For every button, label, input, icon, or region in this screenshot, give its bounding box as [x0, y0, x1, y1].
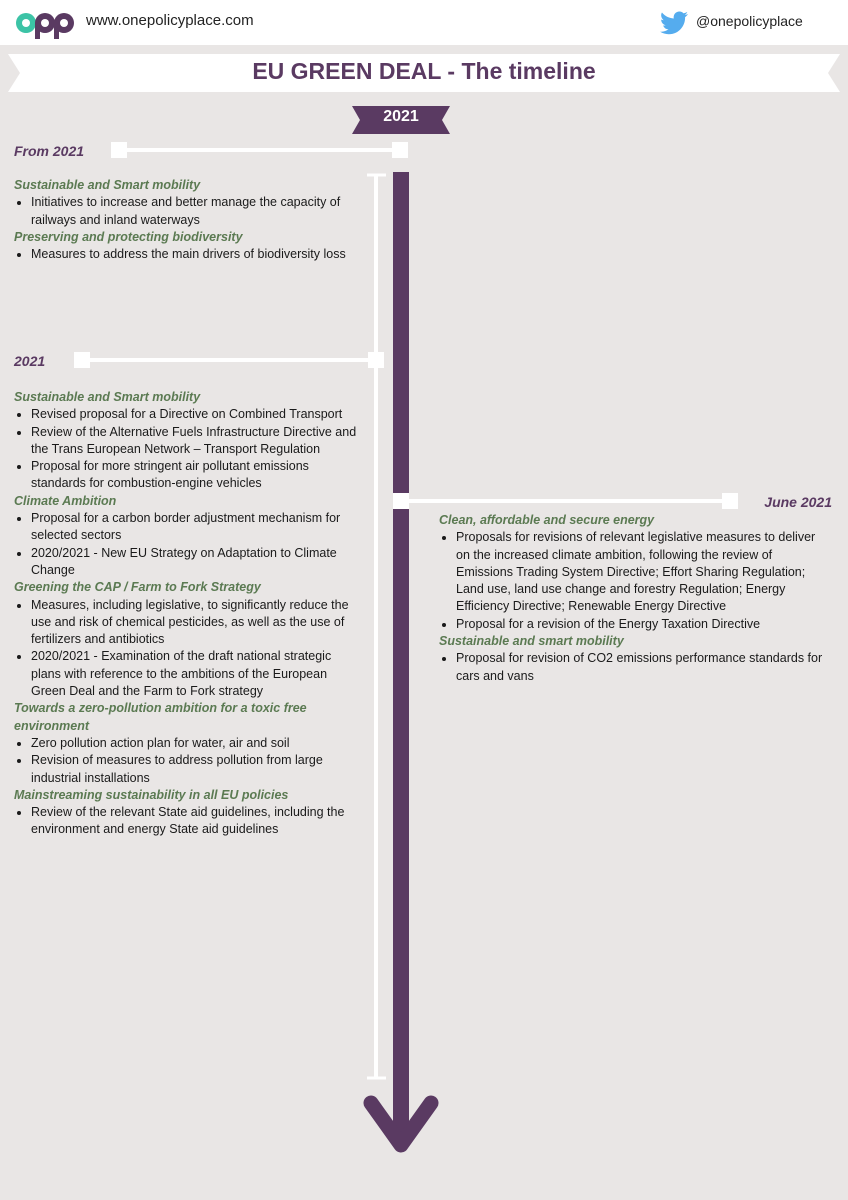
year-tag-label: 2021	[383, 108, 419, 125]
entry-label-from-2021: From 2021	[14, 143, 85, 159]
timeline-arrowhead	[371, 1103, 431, 1145]
page-title: EU GREEN DEAL - The timeline	[252, 58, 596, 84]
list-item: • Proposal for more stringent air pollutant emissions standards for combustion-engine vehicles	[31, 458, 364, 493]
list-item: • Review of the Alternative Fuels Infrastructure Directive and the Trans European Network – Transport Regulation	[31, 424, 364, 459]
category-title: Greening the CAP / Farm to Fork Strategy	[14, 580, 261, 595]
category-title: Sustainable and Smart mobility	[14, 178, 201, 192]
list-item: • Proposal for a revision of the Energy Taxation Directive	[456, 616, 824, 633]
opp-logo	[14, 7, 76, 41]
site-url-link[interactable]: www.onepolicyplace.com	[86, 12, 254, 29]
category-title: Preserving and protecting biodiversity	[14, 229, 243, 244]
list-item: • Proposals for revisions of relevant legislative measures to deliver on the increased climate ambition, following the review of Emissions Trading System Directive; Effort Sharing Regulation; Land use, land use change and forestry Regulation; Energy Efficiency Directive; Renewable Energy Directive	[456, 529, 824, 615]
entry-june-2021	[439, 512, 824, 685]
entry-from-2021	[14, 177, 364, 263]
list-item: • Revised proposal for a Directive on Combined Transport	[31, 406, 364, 423]
list-item: • Measures, including legislative, to significantly reduce the use and risk of chemical pesticides, as well as the use of fertilizers and antibiotics	[31, 597, 364, 649]
category-title: Sustainable and Smart mobility	[14, 390, 201, 404]
twitter-icon[interactable]	[660, 11, 688, 35]
entry-label-june-2021: June 2021	[764, 494, 832, 510]
list-item: • Zero pollution action plan for water, air and soil	[31, 735, 364, 752]
timeline-main-line	[393, 172, 409, 1140]
category-title: Sustainable and smart mobility	[439, 634, 624, 649]
category-title: Mainstreaming sustainability in all EU policies	[14, 787, 289, 802]
list-item: • Proposal for a carbon border adjustment mechanism for selected sectors	[31, 510, 364, 545]
list-item: • Measures to address the main drivers of biodiversity loss	[31, 246, 364, 263]
top-bar	[0, 0, 848, 45]
category-title: Climate Ambition	[14, 493, 117, 508]
list-item: • Proposal for revision of CO2 emissions performance standards for cars and vans	[456, 650, 824, 685]
list-item: • Revision of measures to address pollution from large industrial installations	[31, 752, 364, 787]
list-item: • Initiatives to increase and better manage the capacity of railways and inland waterways	[31, 194, 364, 229]
twitter-handle[interactable]: @onepolicyplace	[696, 13, 803, 29]
category-title: Towards a zero-pollution ambition for a toxic free environment	[14, 701, 307, 733]
list-item: • Review of the relevant State aid guidelines, including the environment and energy State aid guidelines	[31, 804, 364, 839]
list-item: • 2020/2021 - New EU Strategy on Adaptation to Climate Change	[31, 545, 364, 580]
entry-label-2021: 2021	[14, 353, 46, 369]
category-title: Clean, affordable and secure energy	[439, 513, 655, 527]
list-item: • 2020/2021 - Examination of the draft national strategic plans with reference to the ambitions of the European Green Deal and the Farm to Fork strategy	[31, 648, 364, 700]
entry-2021	[14, 389, 364, 839]
